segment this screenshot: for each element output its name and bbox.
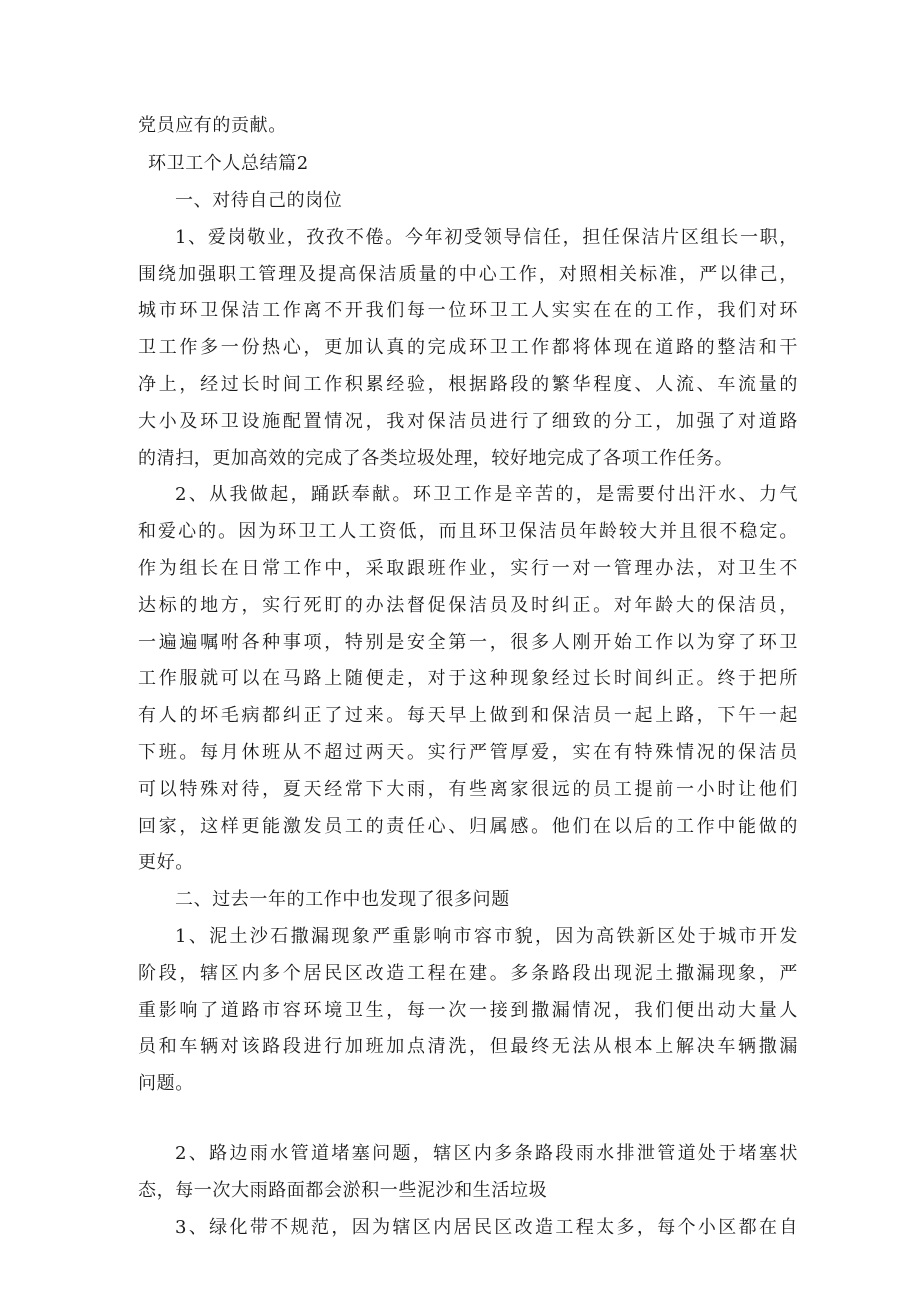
paragraph-line: 态，每一次大雨路面都会淤积一些泥沙和生活垃圾: [138, 1179, 548, 1201]
paragraph-line: 下班。每月休班从不超过两天。实行严管厚爱，实在有特殊情况的保洁员: [138, 742, 798, 764]
paragraph-line: 更好。: [138, 852, 194, 874]
paragraph-line: 党员应有的贡献。: [138, 115, 287, 136]
paragraph-line: 重影响了道路市容环境卫生，每一次一接到撒漏情况，我们便出动大量人: [138, 999, 798, 1021]
paragraph-line: 员和车辆对该路段进行加班加点清洗，但最终无法从根本上解决车辆撒漏: [138, 1036, 798, 1058]
paragraph-line: 大小及环卫设施配置情况，我对保洁员进行了细致的分工，加强了对道路: [138, 410, 798, 432]
paragraph-line: 1、泥土沙石撒漏现象严重影响市容市貌，因为高铁新区处于城市开发: [175, 926, 798, 948]
paragraph-line: 卫工作多一份热心，更加认真的完成环卫工作都将体现在道路的整洁和干: [138, 337, 798, 359]
paragraph-line: 作为组长在日常工作中，采取跟班作业，实行一对一管理办法，对卫生不: [138, 558, 798, 580]
paragraph-line: 3、绿化带不规范，因为辖区内居民区改造工程太多，每个小区都在自: [175, 1216, 798, 1238]
paragraph-line: 2、路边雨水管道堵塞问题，辖区内多条路段雨水排泄管道处于堵塞状: [175, 1143, 798, 1165]
paragraph-line: 净上，经过长时间工作积累经验，根据路段的繁华程度、人流、车流量的: [138, 374, 798, 396]
paragraph-line: 回家，这样更能激发员工的责任心、归属感。他们在以后的工作中能做的: [138, 815, 798, 837]
paragraph-line: 工作服就可以在马路上随便走，对于这种现象经过长时间纠正。终于把所: [138, 668, 798, 690]
paragraph-line: 可以特殊对待，夏天经常下大雨，有些离家很远的员工提前一小时让他们: [138, 778, 798, 800]
section-title: 环卫工个人总结篇2: [148, 153, 309, 175]
paragraph-line: 达标的地方，实行死盯的办法督促保洁员及时纠正。对年龄大的保洁员，: [138, 594, 798, 616]
paragraph-line: 1、爱岗敬业，孜孜不倦。今年初受领导信任，担任保洁片区组长一职，: [175, 226, 798, 248]
paragraph-line: 和爱心的。因为环卫工人工资低，而且环卫保洁员年龄较大并且很不稳定。: [138, 521, 798, 543]
section-heading: 一、对待自己的岗位: [175, 190, 343, 212]
paragraph-line: 城市环卫保洁工作离不开我们每一位环卫工人实实在在的工作，我们对环: [138, 300, 798, 322]
paragraph-line: 2、从我做起，踊跃奉献。环卫工作是辛苦的，是需要付出汗水、力气: [175, 484, 798, 506]
section-heading: 二、过去一年的工作中也发现了很多问题: [175, 889, 510, 911]
paragraph-line: 有人的坏毛病都纠正了过来。每天早上做到和保洁员一起上路，下午一起: [138, 705, 798, 727]
paragraph-line: 一遍遍嘱咐各种事项，特别是安全第一，很多人刚开始工作以为穿了环卫: [138, 631, 798, 653]
document-page: [138, 108, 798, 1246]
paragraph-line: 围绕加强职工管理及提高保洁质量的中心工作，对照相关标准，严以律己，: [138, 263, 798, 285]
paragraph-line: 的清扫，更加高效的完成了各类垃圾处理，较好地完成了各项工作任务。: [138, 447, 734, 469]
paragraph-line: 阶段，辖区内多个居民区改造工程在建。多条路段出现泥土撒漏现象，严: [138, 962, 798, 984]
paragraph-line: 问题。: [138, 1073, 194, 1095]
